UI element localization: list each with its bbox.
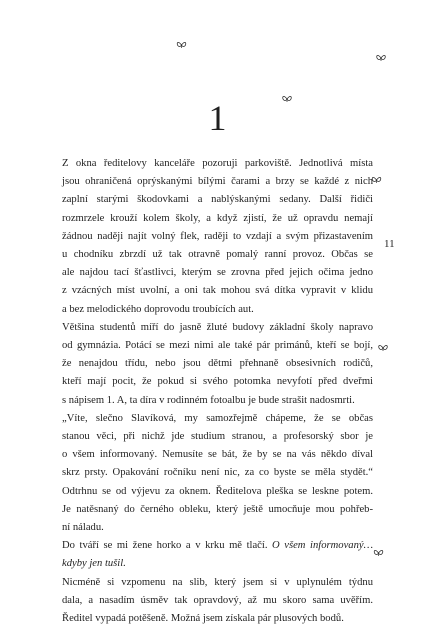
text-line: od gymnázia. Potácí se mezi nimi ale také pár primánů, kteří se bojí, [62, 340, 373, 352]
butterfly-icon [176, 40, 187, 50]
text-line: Většina studentů míří do jasně žluté budovy základní školy napravo [62, 321, 373, 333]
text-line: o všem informovaný. Nemusíte se bát, že by se na vás někdo díval [62, 449, 373, 461]
paragraph [62, 155, 373, 319]
body-text [62, 155, 373, 628]
italic-text: O všem informovaný… [272, 540, 373, 552]
text-line: rozmrzele krouží kolem školy, a když zjistí, že už opravdu nemají [62, 212, 373, 224]
text-line [62, 537, 373, 555]
butterfly-icon [376, 53, 386, 63]
text-line: a bez melodického doprovodu troubících aut. [62, 303, 254, 315]
paragraph [62, 319, 373, 410]
page-number: 11 [384, 238, 395, 250]
butterfly-icon [176, 40, 187, 50]
chapter-number: 1 [208, 98, 227, 138]
text-line: stanou věci, při nichž jde studium stranou, a profesorský sbor je [62, 431, 373, 443]
text-line: že nenajdou třídu, nebo jsou dětmi přehnaně obsesivních rodičů, [62, 358, 373, 370]
text-line: jsou ohraničená oprýskanými bílými čarami a brzy se každé z nich [62, 176, 373, 188]
butterfly-icon [373, 548, 384, 558]
text-line: skrz prsty. Opakování ročníku není nic, za co byste se měla stydět.“ [62, 467, 373, 479]
text-line: Z okna ředitelovy kanceláře pozoruji parkoviště. Jednotlivá místa [62, 158, 373, 169]
text-line: u chodníku zbrzdí už tak otravně pomalý ranní provoz. Občas se [62, 249, 373, 261]
text-line: Ředitel vypadá potěšeně. Možná jsem získala pár plusových bodů. [62, 613, 344, 625]
text-segment: Do tváří se mi žene horko a v krku mě tlačí. [62, 540, 273, 552]
paragraph [62, 574, 373, 628]
text-line: kteří mají pocit, že pokud si svého potomka nevyfotí před dveřmi [62, 376, 373, 388]
paragraph [62, 410, 373, 537]
text-line: „Víte, slečno Slavíková, my samozřejmě chápeme, že se občas [62, 412, 373, 424]
text-line: ní náladu. [62, 522, 104, 534]
text-line: dala, a nasadím úsměv tak opravdový, až mu skoro sama uvěřím. [62, 594, 373, 606]
text-line: Nicméně si vzpomenu na slib, který jsem si v uplynulém týdnu [62, 576, 373, 588]
butterfly-icon [378, 343, 388, 353]
italic-text: kdyby jen tušil. [62, 558, 126, 570]
butterfly-icon [378, 343, 388, 353]
paragraph [62, 537, 373, 573]
butterfly-icon [376, 53, 386, 63]
text-line: ale najdou tací šťastlivci, kterým se zrovna před jejich očima jedno [62, 267, 373, 279]
text-line: s nápisem 1. A, ta díra v rodinném fotoalbu je bude strašit nadosmrti. [62, 394, 355, 406]
text-line: Odtrhnu se od výjevu za oknem. Ředitelova pleška se leskne potem. [62, 485, 373, 497]
text-line: zaplní starými škodovkami a nablýskanými sedany. Další řidiči [62, 194, 373, 206]
text-line: žádnou naději najít volný flek, raději to vzdají a svým přizastavením [62, 230, 373, 242]
text-line: Je natěsnaný do černého obleku, který ještě umocňuje mou pohřeb- [62, 503, 373, 515]
butterfly-icon [373, 548, 384, 558]
text-line: z vzácných míst uvolní, a oni tak mohou svá dítka vypravit v klidu [62, 285, 373, 297]
